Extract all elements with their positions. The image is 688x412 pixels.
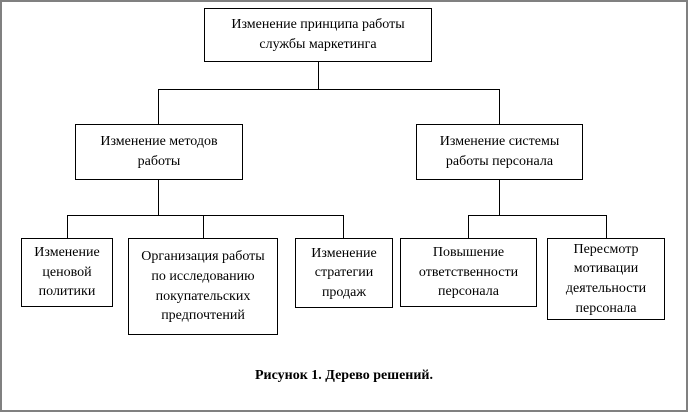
figure-caption: Рисунок 1. Дерево решений. — [255, 368, 433, 383]
connector-strategy-drop — [343, 215, 344, 238]
connector-level1-horizontal — [158, 89, 500, 90]
node-label: Изменение методов работы — [100, 134, 218, 169]
node-label: Изменение стратегии продаж — [311, 245, 377, 300]
node-label: Изменение ценовой политики — [34, 245, 100, 300]
connector-right-horizontal — [468, 215, 607, 216]
node-sales-strategy — [295, 238, 393, 308]
node-consumer-research — [128, 238, 278, 335]
connector-responsibility-drop — [468, 215, 469, 238]
connector-methods-stem — [158, 180, 159, 216]
node-label: Организация работы по исследованию покупательских предпочтений — [141, 249, 265, 324]
node-label: Изменение системы работы персонала — [439, 134, 560, 169]
node-pricing-policy — [21, 238, 113, 307]
node-label: Изменение принципа работы службы маркетинга — [231, 17, 405, 52]
connector-personnel-stem — [499, 180, 500, 216]
connector-pricing-drop — [67, 215, 68, 238]
node-work-methods — [75, 124, 243, 180]
node-staff-motivation — [547, 238, 665, 320]
connector-root-stem — [318, 62, 319, 90]
connector-methods-drop — [158, 89, 159, 124]
node-personnel-system — [416, 124, 583, 180]
node-root-marketing-principle — [204, 8, 432, 62]
node-label: Повышение ответственности персонала — [418, 245, 519, 300]
node-staff-responsibility — [400, 238, 537, 307]
node-label: Пересмотр мотивации деятельности персонала — [565, 241, 647, 316]
connector-research-drop — [203, 215, 204, 238]
connector-motivation-drop — [606, 215, 607, 238]
connector-left-horizontal — [67, 215, 344, 216]
connector-personnel-drop — [499, 89, 500, 124]
